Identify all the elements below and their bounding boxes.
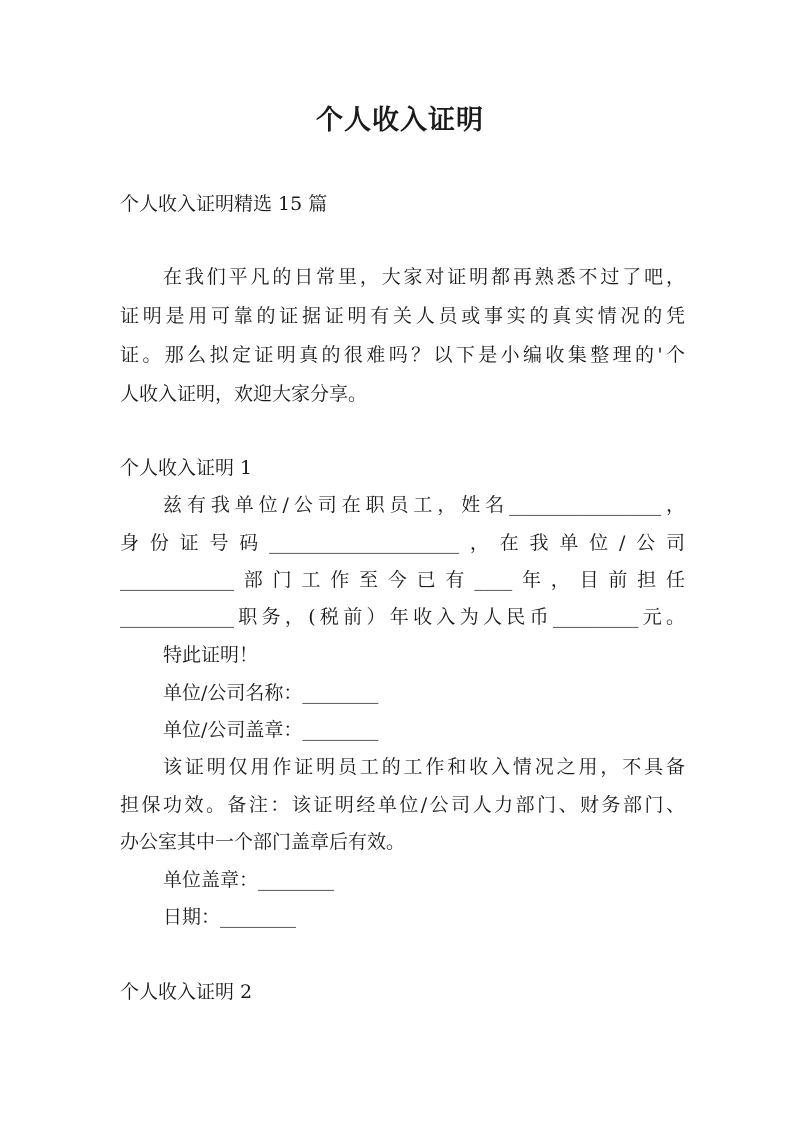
certificate-line: ____________部门工作至今已有____年，目前担任: [120, 569, 685, 591]
company-name-field: 单位/公司名称：________: [163, 682, 379, 704]
intro-line: 证。那么拟定证明真的很难吗？以下是小编收集整理的'个: [120, 344, 685, 366]
note-line: 担保功效。备注：该证明经单位/公司人力部门、财务部门、: [120, 794, 685, 816]
company-seal-field: 单位/公司盖章：________: [163, 719, 379, 741]
special-statement: 特此证明！: [163, 644, 259, 666]
note-line: 该证明仅用作证明员工的工作和收入情况之用，不具备: [163, 756, 685, 778]
intro-line: 人收入证明，欢迎大家分享。: [120, 383, 368, 405]
document-subtitle: 个人收入证明精选 15 篇: [120, 193, 328, 215]
section-heading: 个人收入证明 1: [120, 457, 253, 479]
date-field: 日期：________: [163, 906, 297, 928]
section-heading: 个人收入证明 2: [120, 981, 253, 1003]
certificate-line: ____________职务，(税前）年收入为人民币_________元。: [120, 606, 685, 628]
certificate-line: 兹有我单位/公司在职员工，姓名________________，: [163, 494, 685, 516]
page-title: 个人收入证明: [316, 105, 484, 136]
certificate-line: 身份证号码____________________，在我单位/公司: [120, 532, 685, 554]
note-line: 办公室其中一个部门盖章后有效。: [120, 831, 406, 853]
unit-seal-field: 单位盖章：________: [163, 869, 335, 891]
intro-line: 在我们平凡的日常里，大家对证明都再熟悉不过了吧，: [163, 266, 685, 288]
intro-line: 证明是用可靠的证据证明有关人员或事实的真实情况的凭: [120, 305, 685, 327]
